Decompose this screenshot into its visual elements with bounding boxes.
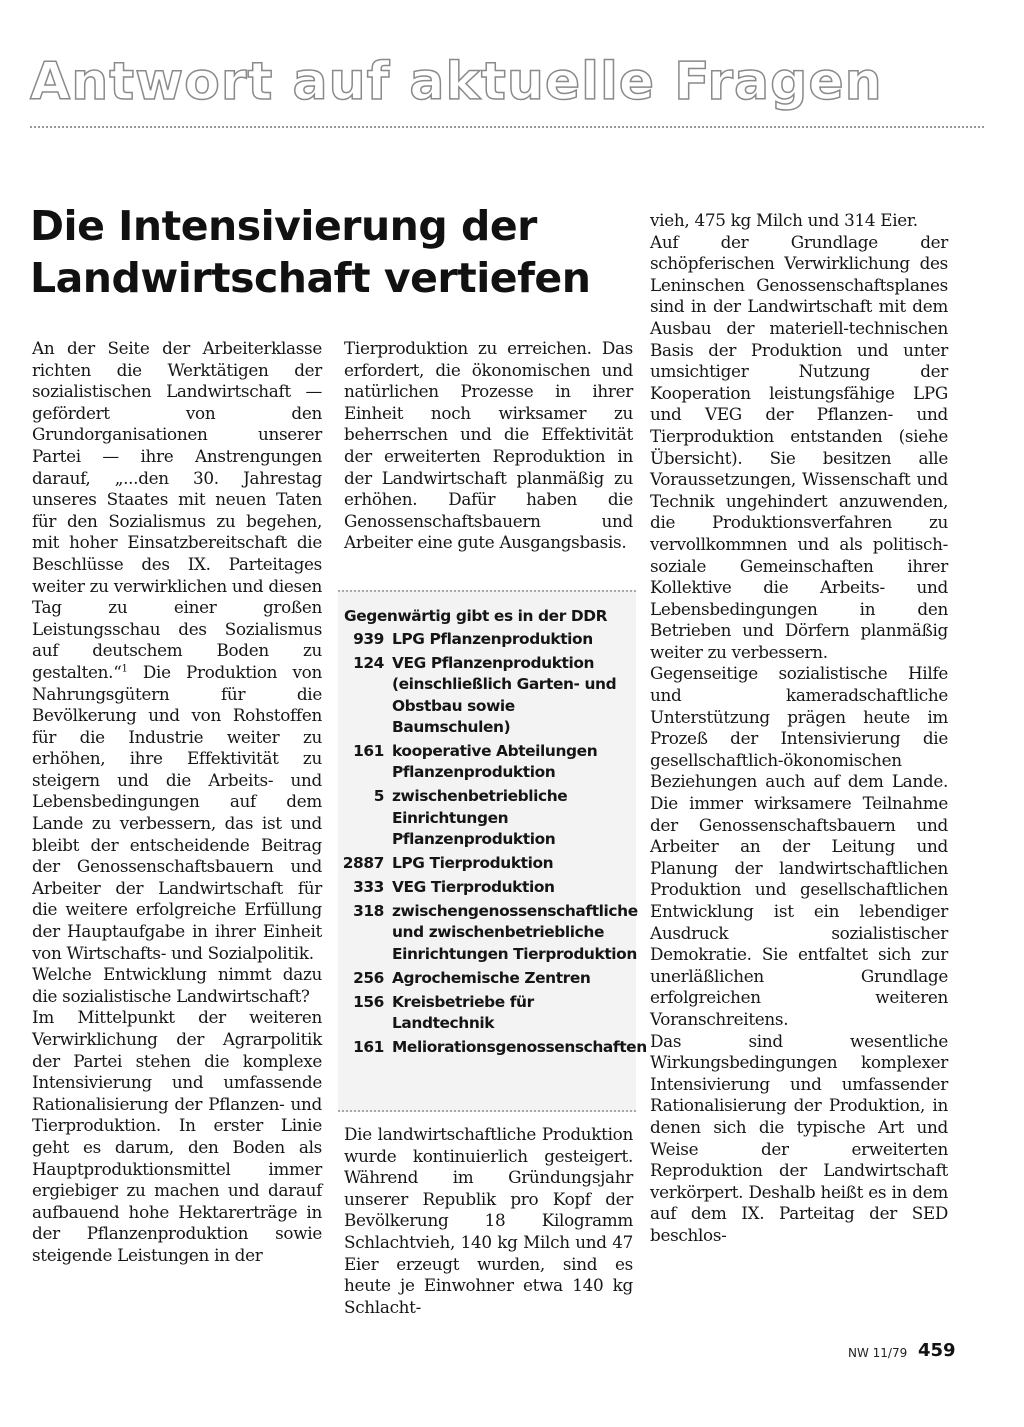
stats-list [338, 629, 647, 1061]
stats-count: 333 [353, 877, 384, 896]
column-3 [650, 210, 948, 1247]
stats-label: LPG Pflanzenproduktion [392, 630, 593, 648]
stats-label: kooperative Abteilungen Pflanzenproduktion [392, 742, 598, 782]
stats-count: 124 [353, 653, 384, 672]
stats-row [338, 853, 636, 874]
stats-row [338, 877, 636, 898]
stats-count: 156 [353, 992, 384, 1011]
col1-paragraph-1 [32, 338, 322, 964]
col2-paragraph-1: Tierproduktion zu erreichen. Das erfordert, die ökonomischen und natürlichen Prozesse in ihrer Einheit noch wirksamer zu beherrschen und die Effektivität der erweiterten Reproduktion in der Landwirtschaft planmäßig zu erhöhen. Dafür haben die Genossenschaftsbauern und Arbeiter eine gute Ausgangsbasis. [344, 338, 633, 553]
col2-paragraph-2: Die landwirtschaftliche Produktion wurde kontinuierlich gesteigert. Während im Gründungsjahr unserer Republik pro Kopf der Bevölkerung 18 Kilogramm Schlachtvieh, 140 kg Milch und 47 Eier erzeugt wurden, sind es heute je Einwohner etwa 140 kg Schlacht- [344, 1124, 633, 1317]
stats-row [338, 1037, 647, 1058]
stats-count: 318 [353, 901, 384, 920]
section-kicker: Antwort auf aktuelle Fragen [30, 52, 883, 112]
stats-count: 5 [373, 787, 384, 806]
stats-row [338, 992, 636, 1035]
footnote-mark: 1 [121, 663, 128, 675]
stats-row [338, 741, 636, 784]
stats-label: LPG Tierproduktion [392, 854, 554, 873]
col3-paragraph-3: Gegenseitige sozialistische Hilfe und kameradschaftliche Unterstützung prägen heute im Prozeß der Intensivierung die gesellschaftlich-ökonomischen Beziehungen auch auf dem Lande. Die immer wirksamere Teilnahme der Genossenschaftsbauern und Arbeiter an der Leitung und Planung der landwirtschaftlichen Produktion und gesellschaftlichen Entwicklung ist ein lebendiger Ausdruck sozialistischer Demokratie. Sie entfaltet sich zur unerläßlichen Grundlage erfolgreichen weiteren Voranschreitens. [650, 663, 948, 1029]
stats-count: 2887 [342, 854, 384, 873]
col1-paragraph-1-continued: Die Produktion von Nahrungsgütern für die Bevölkerung und von Rohstoffen für die Industrie weiter zu erhöhen, ihre Effektivität zu steigern und die Arbeits- und Lebensbedingungen auf dem Lande zu verbessern, das ist und bleibt der entscheidende Beitrag der Genossenschaftsbauern und Arbeiter der Landwirtschaft für die weitere erfolgreiche Erfüllung der Hauptaufgabe in ihrer Einheit von Wirtschafts- und Sozialpolitik. [32, 661, 322, 963]
headline-line-2: Landwirtschaft vertiefen [30, 254, 591, 302]
stats-label: VEG Pflanzenproduktion (einschließlich Garten- und Obstbau sowie Baumschulen) [392, 653, 617, 737]
stats-box [338, 590, 647, 1112]
stats-label: Kreisbetriebe für Landtechnik [392, 992, 534, 1032]
stats-label: zwischenbetriebliche Einrichtungen Pflanzenproduktion [392, 787, 568, 849]
stats-row [338, 968, 636, 989]
col3-paragraph-4: Das sind wesentliche Wirkungsbedingungen komplexer Intensivierung und umfassender Rationalisierung der Produktion, in denen sich die typische Art und Weise der erweiterten Reproduktion der Landwirtschaft verkörpert. Deshalb heißt es in dem auf dem IX. Parteitag der SED beschlos- [650, 1030, 948, 1245]
article-headline [30, 200, 610, 304]
headline-line-1: Die Intensivierung der [30, 202, 537, 250]
kicker-rule [30, 126, 984, 128]
stats-count: 256 [353, 968, 384, 987]
stats-box-title: Gegenwärtig gibt es in der DDR [344, 607, 608, 625]
stats-label: VEG Tierproduktion [392, 877, 555, 896]
column-2-bottom [344, 1124, 633, 1318]
col3-paragraph-2: Auf der Grundlage der schöpferischen Verwirklichung des Leninschen Genossenschaftsplanes sind in der Landwirtschaft mit dem Ausbau der materiell-technischen Basis der Produktion und unter umsichtiger Nutzung der Kooperation leistungsfähige LPG und VEG der Pflanzen- und Tierproduktion entstanden (siehe Übersicht). Sie besitzen alle Voraussetzungen, Wissenschaft und Technik ungehindert anzuwenden, die Produktionsverfahren zu vervollkommnen und als politisch-soziale Gemeinschaften ihrer Kollektive die Arbeits- und Lebensbedingungen in den Betrieben und Dörfern planmäßig weiter zu verbessern. [650, 231, 948, 662]
stats-label: zwischengenossenschaftliche und zwischenbetriebliche Einrichtungen Tierproduktion [392, 901, 638, 963]
stats-label: Agrochemische Zentren [392, 968, 591, 987]
page-number: 459 [918, 1340, 956, 1361]
col1-paragraph-2: Welche Entwicklung nimmt dazu die sozialistische Landwirtschaft? [32, 964, 322, 1006]
col1-paragraph-1-text: An der Seite der Arbeiterklasse richten die Werktätigen der sozialistischen Landwirtschaft — gefördert von den Grundorganisationen unserer Partei — ihre Anstrengungen darauf, „...den 30. Jahrestag unseres Staates mit neuen Taten für den Sozialismus zu begehen, mit hoher Einsatzbereitschaft die Beschlüsse des IX. Parteitages weiter zu verwirklichen und diesen Tag zu einer großen Leistungsschau des Sozialismus auf deutschem Boden zu gestalten.“ [32, 338, 322, 682]
stats-row [338, 629, 636, 650]
stats-row [338, 901, 636, 965]
stats-label: Meliorationsgenossenschaften [392, 1037, 647, 1056]
col1-paragraph-3: Im Mittelpunkt der weiteren Verwirklichung der Agrarpolitik der Partei stehen die komplexe Intensivierung und umfassende Rationalisierung der Pflanzen- und Tierproduktion. In erster Linie geht es darum, den Boden als Hauptproduktionsmittel immer ergiebiger zu machen und darauf aufbauend hohe Hektarerträge in der Pflanzenproduktion sowie steigende Leistungen in der [32, 1007, 322, 1265]
issue-code: NW 11/79 [848, 1346, 908, 1360]
col3-paragraph-1: vieh, 475 kg Milch und 314 Eier. [650, 210, 918, 230]
column-1 [32, 338, 322, 1267]
stats-count: 161 [353, 1037, 384, 1056]
stats-row [338, 653, 636, 739]
stats-row [338, 786, 636, 850]
stats-count: 939 [353, 630, 384, 648]
stats-count: 161 [353, 742, 384, 761]
column-2-top [344, 338, 633, 554]
